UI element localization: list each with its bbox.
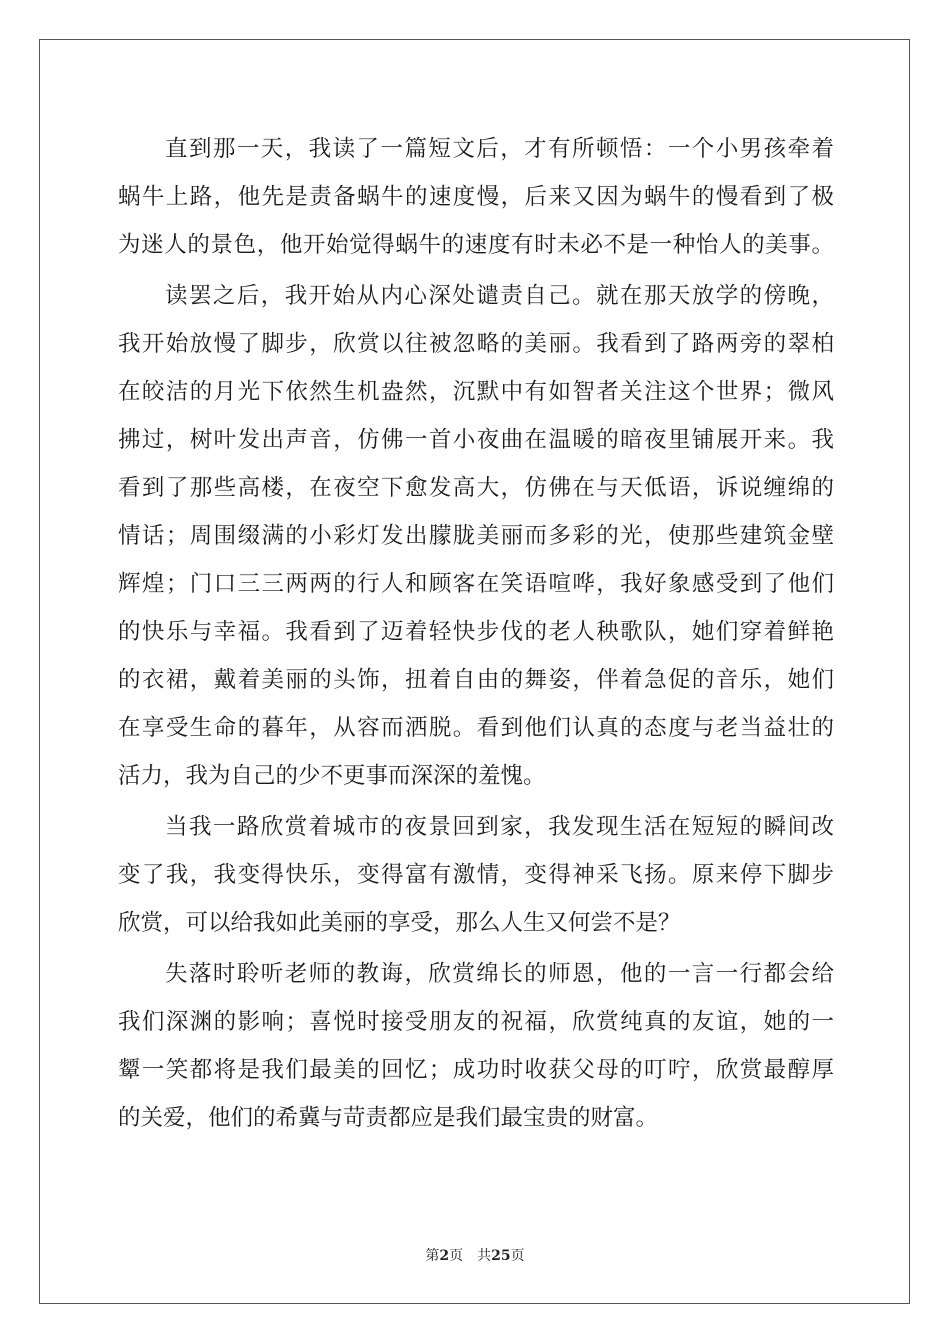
text-line: 当我一路欣赏着城市的夜景回到家，我发现生活在短短的瞬间改 <box>165 814 834 840</box>
text-line: 直到那一天，我读了一篇短文后，才有所顿悟：一个小男孩牵着 <box>165 136 834 162</box>
text-line: 欣赏，可以给我如此美丽的享受，那么人生又何尝不是？ <box>118 910 681 936</box>
text-line: 蜗牛上路，他先是责备蜗牛的速度慢，后来又因为蜗牛的慢看到了极 <box>118 184 834 210</box>
paragraph-3 <box>118 803 834 947</box>
paragraph-1 <box>118 125 834 269</box>
text-line: 颦一笑都将是我们最美的回忆；成功时收获父母的叮咛，欣赏最醇厚 <box>118 1057 834 1083</box>
page-number: 2 <box>439 1248 450 1264</box>
text-line: 的快乐与幸福。我看到了迈着轻快步伐的老人秧歌队，她们穿着鲜艳 <box>118 619 834 645</box>
paragraph-4 <box>118 950 834 1142</box>
page-footer <box>0 1245 950 1265</box>
text-line: 辉煌；门口三三两两的行人和顾客在笑语喧哗，我好象感受到了他们 <box>118 571 834 597</box>
text-line: 情话；周围缀满的小彩灯发出朦胧美丽而多彩的光，使那些建筑金壁 <box>118 523 834 549</box>
total-pages: 25 <box>491 1248 511 1264</box>
text-line: 我开始放慢了脚步，欣赏以往被忽略的美丽。我看到了路两旁的翠柏 <box>118 331 834 357</box>
text-line: 在享受生命的暮年，从容而洒脱。看到他们认真的态度与老当益壮的 <box>118 715 834 741</box>
total-prefix: 共 <box>477 1248 492 1264</box>
document-body <box>118 125 834 1142</box>
text-line: 的衣裙，戴着美丽的头饰，扭着自由的舞姿，伴着急促的音乐，她们 <box>118 667 834 693</box>
text-line: 的关爱，他们的希冀与苛责都应是我们最宝贵的财富。 <box>118 1105 659 1131</box>
text-line: 读罢之后，我开始从内心深处谴责自己。就在那天放学的傍晚， <box>165 283 834 309</box>
text-line: 看到了那些高楼，在夜空下愈发高大，仿佛在与天低语，诉说缠绵的 <box>118 475 834 501</box>
page-prefix: 第 <box>425 1248 440 1264</box>
paragraph-2 <box>118 272 834 800</box>
text-line: 为迷人的景色，他开始觉得蜗牛的速度有时未必不是一种怡人的美事。 <box>118 232 834 258</box>
total-suffix: 页 <box>510 1248 525 1264</box>
page-suffix: 页 <box>449 1248 464 1264</box>
text-line: 在皎洁的月光下依然生机盎然，沉默中有如智者关注这个世界；微风 <box>118 379 834 405</box>
text-line: 我们深渊的影响；喜悦时接受朋友的祝福，欣赏纯真的友谊，她的一 <box>118 1009 834 1035</box>
text-line: 拂过，树叶发出声音，仿佛一首小夜曲在温暖的暗夜里铺展开来。我 <box>118 427 834 453</box>
text-line: 活力，我为自己的少不更事而深深的羞愧。 <box>118 763 546 789</box>
text-line: 变了我，我变得快乐，变得富有激情，变得神采飞扬。原来停下脚步 <box>118 862 834 888</box>
text-line: 失落时聆听老师的教诲，欣赏绵长的师恩，他的一言一行都会给 <box>165 961 834 987</box>
